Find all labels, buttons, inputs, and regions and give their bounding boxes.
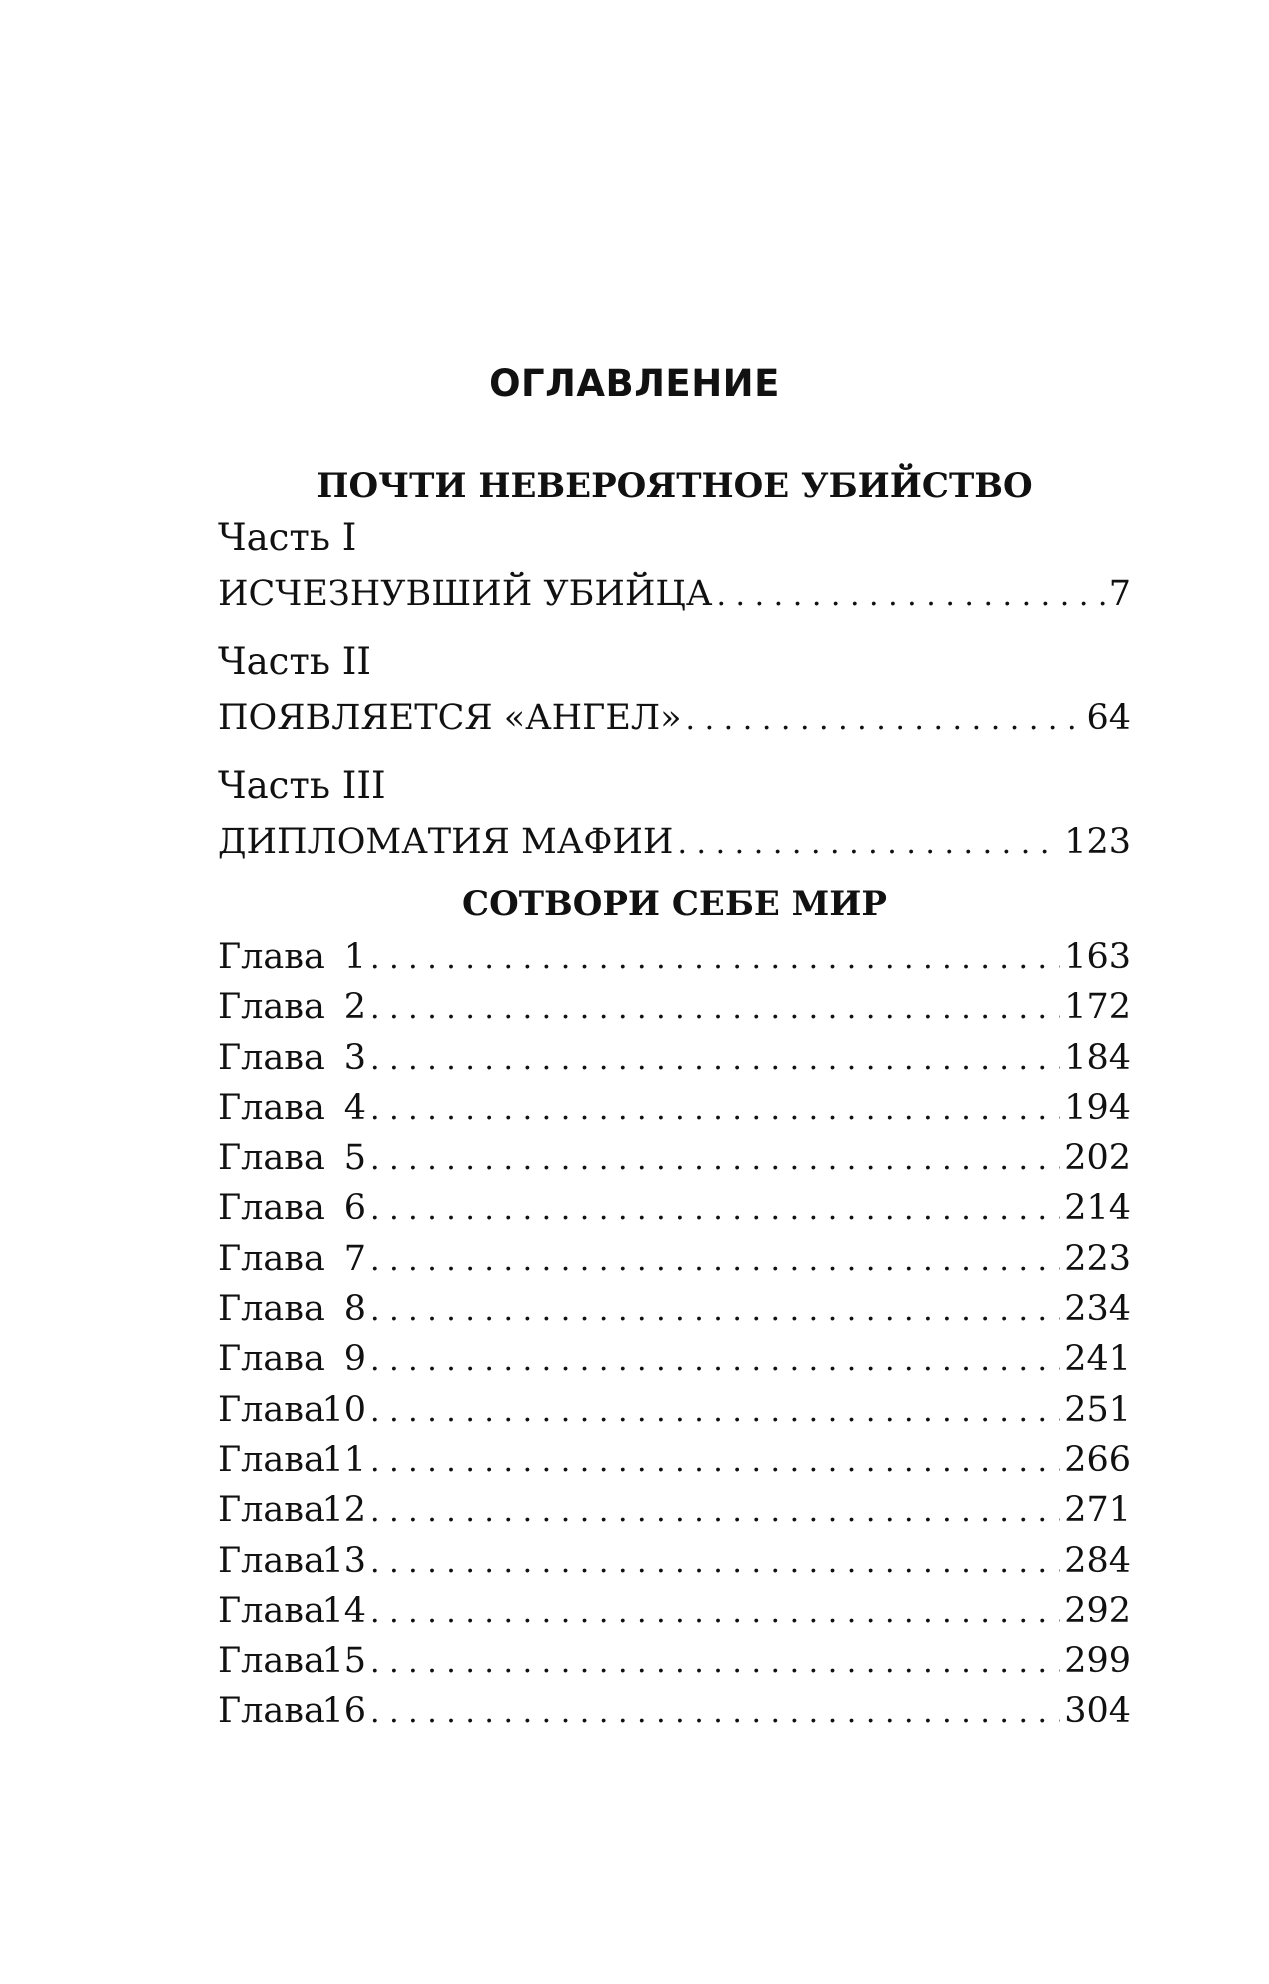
- chapter-word: Глава: [218, 987, 325, 1028]
- chapter-label: [218, 1083, 366, 1133]
- page-number: 172: [1064, 987, 1131, 1028]
- chapter-number: 4: [343, 1087, 366, 1128]
- dot-leader: [370, 1035, 1060, 1085]
- chapter-number: 10: [321, 1389, 366, 1430]
- toc-entry[interactable]: [218, 690, 1131, 746]
- dot-leader: [370, 1336, 1060, 1386]
- chapter-label: [218, 1435, 366, 1485]
- chapter-word: Глава: [218, 1138, 325, 1179]
- chapter-word: Глава: [218, 1590, 325, 1631]
- chapter-number: 16: [321, 1691, 366, 1732]
- chapter-number: 5: [343, 1138, 366, 1179]
- part-1: [218, 510, 1131, 622]
- dot-leader: [370, 1236, 1060, 1286]
- page-number: 214: [1064, 1188, 1131, 1229]
- dot-leader: [370, 1588, 1060, 1638]
- dot-leader: [677, 816, 1060, 872]
- chapter-number: 6: [343, 1188, 366, 1229]
- dot-leader: [370, 1638, 1060, 1688]
- chapter-label: [218, 1334, 366, 1384]
- part-2: [218, 634, 1131, 746]
- toc-entry[interactable]: [218, 566, 1131, 622]
- page-number: 234: [1064, 1289, 1131, 1330]
- toc-entry[interactable]: [218, 982, 1131, 1032]
- chapter-number: 1: [343, 937, 366, 977]
- page-number: 64: [1086, 698, 1131, 738]
- page-number: 163: [1064, 937, 1131, 977]
- chapter-word: Глава: [218, 1691, 325, 1732]
- chapter-number: 13: [321, 1540, 366, 1581]
- chapter-word: Глава: [218, 1289, 325, 1330]
- chapter-word: Глава: [218, 1037, 325, 1078]
- dot-leader: [370, 1085, 1060, 1135]
- toc-entry[interactable]: [218, 1183, 1131, 1233]
- page-number: 7: [1108, 574, 1131, 614]
- page-number: 251: [1064, 1389, 1131, 1430]
- chapter-label: [218, 1636, 366, 1686]
- chapter-number: 7: [343, 1238, 366, 1279]
- toc-entry[interactable]: [218, 1234, 1131, 1284]
- chapter-number: 9: [343, 1339, 366, 1380]
- toc-entry[interactable]: [218, 1033, 1131, 1083]
- toc-entry[interactable]: [218, 1083, 1131, 1133]
- chapter-word: Глава: [218, 1339, 325, 1380]
- chapter-label: [218, 1033, 366, 1083]
- page-number: 292: [1064, 1590, 1131, 1631]
- toc-entry[interactable]: [218, 932, 1131, 982]
- page-number: 266: [1064, 1439, 1131, 1480]
- dot-leader: [370, 1135, 1060, 1185]
- chapter-number: 12: [321, 1490, 366, 1531]
- dot-leader: [370, 934, 1060, 984]
- page-number: 123: [1064, 822, 1131, 862]
- page-number: 241: [1064, 1339, 1131, 1380]
- part-title: ДИПЛОМАТИЯ МАФИИ: [218, 822, 674, 862]
- chapter-word: Глава: [218, 937, 325, 977]
- chapter-label: [218, 982, 366, 1032]
- dot-leader: [370, 984, 1060, 1034]
- toc-entry[interactable]: [218, 1485, 1131, 1535]
- chapter-label: [218, 1485, 366, 1535]
- chapter-number: 11: [321, 1439, 366, 1480]
- part-title: ПОЯВЛЯЕТСЯ «АНГЕЛ»: [218, 698, 682, 738]
- toc-entry[interactable]: [218, 1536, 1131, 1586]
- chapter-label: [218, 1183, 366, 1233]
- chapter-label: [218, 1586, 366, 1636]
- toc-entry[interactable]: [218, 1435, 1131, 1485]
- chapter-label: [218, 932, 366, 982]
- page-number: 304: [1064, 1691, 1131, 1732]
- dot-leader: [370, 1688, 1060, 1738]
- chapter-label: [218, 1536, 366, 1586]
- chapter-number: 15: [321, 1641, 366, 1682]
- chapter-number: 14: [321, 1590, 366, 1631]
- chapter-word: Глава: [218, 1439, 325, 1480]
- chapter-label: [218, 1686, 366, 1736]
- book-section-1: [218, 462, 1131, 870]
- book-title: ПОЧТИ НЕВЕРОЯТНОЕ УБИЙСТВО: [316, 466, 1033, 506]
- page-number: 299: [1064, 1641, 1131, 1682]
- toc-entry[interactable]: [218, 1385, 1131, 1435]
- dot-leader: [686, 692, 1083, 748]
- part-label: Часть II: [218, 640, 371, 683]
- toc-entry[interactable]: [218, 1284, 1131, 1334]
- dot-leader: [370, 1286, 1060, 1336]
- book-section-2: [218, 880, 1131, 1737]
- toc-entry[interactable]: [218, 1586, 1131, 1636]
- toc-entry[interactable]: [218, 1636, 1131, 1686]
- toc-entry[interactable]: [218, 1334, 1131, 1384]
- toc-entry[interactable]: [218, 1133, 1131, 1183]
- chapter-label: [218, 1234, 366, 1284]
- chapter-word: Глава: [218, 1641, 325, 1682]
- chapter-label: [218, 1133, 366, 1183]
- dot-leader: [716, 568, 1104, 624]
- toc-entry[interactable]: [218, 1686, 1131, 1736]
- dot-leader: [370, 1387, 1060, 1437]
- part-3: [218, 758, 1131, 870]
- part-title: ИСЧЕЗНУВШИЙ УБИЙЦА: [218, 574, 713, 614]
- chapter-number: 3: [343, 1037, 366, 1078]
- chapter-word: Глава: [218, 1087, 325, 1128]
- chapter-number: 2: [343, 987, 366, 1028]
- part-label: Часть I: [218, 516, 357, 559]
- dot-leader: [370, 1487, 1060, 1537]
- chapter-word: Глава: [218, 1389, 325, 1430]
- chapter-list: [218, 932, 1131, 1737]
- chapter-number: 8: [343, 1289, 366, 1330]
- chapter-word: Глава: [218, 1540, 325, 1581]
- page-number: 271: [1064, 1490, 1131, 1531]
- chapter-word: Глава: [218, 1238, 325, 1279]
- part-label: Часть III: [218, 764, 386, 807]
- page-number: 194: [1064, 1087, 1131, 1128]
- toc-title: ОГЛАВЛЕНИЕ: [489, 362, 780, 405]
- chapter-label: [218, 1385, 366, 1435]
- page-number: 223: [1064, 1238, 1131, 1279]
- toc-entry[interactable]: [218, 814, 1131, 870]
- book-title: СОТВОРИ СЕБЕ МИР: [462, 884, 887, 924]
- page-number: 184: [1064, 1037, 1131, 1078]
- page-number: 202: [1064, 1138, 1131, 1179]
- page-number: 284: [1064, 1540, 1131, 1581]
- chapter-label: [218, 1284, 366, 1334]
- dot-leader: [370, 1185, 1060, 1235]
- chapter-word: Глава: [218, 1490, 325, 1531]
- chapter-word: Глава: [218, 1188, 325, 1229]
- dot-leader: [370, 1538, 1060, 1588]
- dot-leader: [370, 1437, 1060, 1487]
